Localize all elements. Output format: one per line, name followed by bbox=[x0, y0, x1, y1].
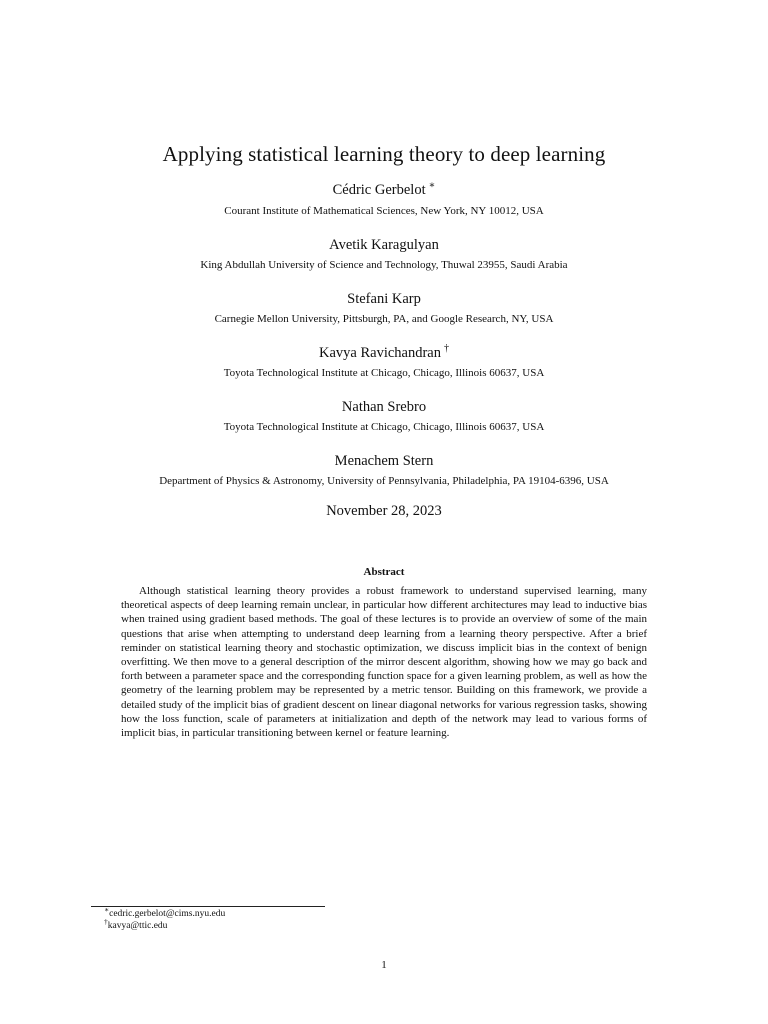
footnote-marker[interactable]: ∗ bbox=[428, 180, 436, 192]
author-affiliation: Toyota Technological Institute at Chicago, Chicago, Illinois 60637, USA bbox=[223, 421, 545, 433]
author-name bbox=[0, 452, 768, 470]
author-affiliation: Carnegie Mellon University, Pittsburgh, PA, and Google Research, NY, USA bbox=[214, 313, 554, 325]
author-affiliation: Toyota Technological Institute at Chicago, Chicago, Illinois 60637, USA bbox=[223, 367, 545, 379]
author-name-text: Cédric Gerbelot bbox=[332, 182, 426, 198]
author-name bbox=[0, 290, 768, 308]
author-name bbox=[0, 236, 768, 254]
author-name bbox=[0, 398, 768, 416]
author-name-text: Nathan Srebro bbox=[341, 399, 427, 415]
author-name-text: Stefani Karp bbox=[347, 291, 421, 307]
footnote-email-link[interactable]: cedric.gerbelot@cims.nyu.edu bbox=[109, 909, 226, 919]
author-affiliation: King Abdullah University of Science and Technology, Thuwal 23955, Saudi Arabia bbox=[200, 259, 568, 271]
abstract-text: Although statistical learning theory provides a robust framework to understand supervised learning, many theoretical aspects of deep learning remain unclear, in particular how different architectures may lead to inductive bias when trained using gradient based methods. The goal of these lectures is to provide an overview of some of the main questions that arise when attempting to understand deep learning from a learning theory perspective. After a brief reminder on statistical learning theory and stochastic optimization, we discuss implicit bias in the context of benign overfitting. We then move to a general description of the mirror descent algorithm, showing how we may go back and forth between a parameter space and the corresponding function space for a given learning problem, as well as how the geometry of the learning problem may be represented by a metric tensor. Building on this framework, we provide a detailed study of the implicit bias of gradient descent on linear diagonal networks for various regression tasks, showing how the loss function, scale of parameters at initialization and depth of the network may lead to various forms of implicit bias, in particular transitioning between kernel or feature learning. bbox=[121, 585, 647, 740]
paper-date: November 28, 2023 bbox=[326, 503, 442, 519]
footnote-divider bbox=[91, 906, 325, 907]
footnote-email-link[interactable]: kavya@ttic.edu bbox=[107, 921, 168, 931]
footnote-marker: † bbox=[104, 916, 108, 926]
author-name-text: Menachem Stern bbox=[334, 453, 434, 469]
footnote bbox=[104, 904, 226, 920]
abstract-heading: Abstract bbox=[363, 566, 405, 578]
paper-title: Applying statistical learning theory to deep learning bbox=[162, 142, 606, 166]
footnote bbox=[104, 916, 168, 932]
footnote-marker[interactable]: † bbox=[444, 343, 449, 355]
author-affiliation: Department of Physics & Astronomy, University of Pennsylvania, Philadelphia, PA 19104-6396, USA bbox=[159, 475, 609, 487]
author-name bbox=[0, 181, 768, 199]
footnote-marker: ∗ bbox=[104, 904, 110, 914]
page-number: 1 bbox=[381, 959, 387, 971]
author-name-text: Kavya Ravichandran bbox=[319, 345, 441, 361]
author-name-text: Avetik Karagulyan bbox=[329, 237, 439, 253]
author-affiliation: Courant Institute of Mathematical Sciences, New York, NY 10012, USA bbox=[224, 205, 544, 217]
author-name bbox=[0, 344, 768, 362]
